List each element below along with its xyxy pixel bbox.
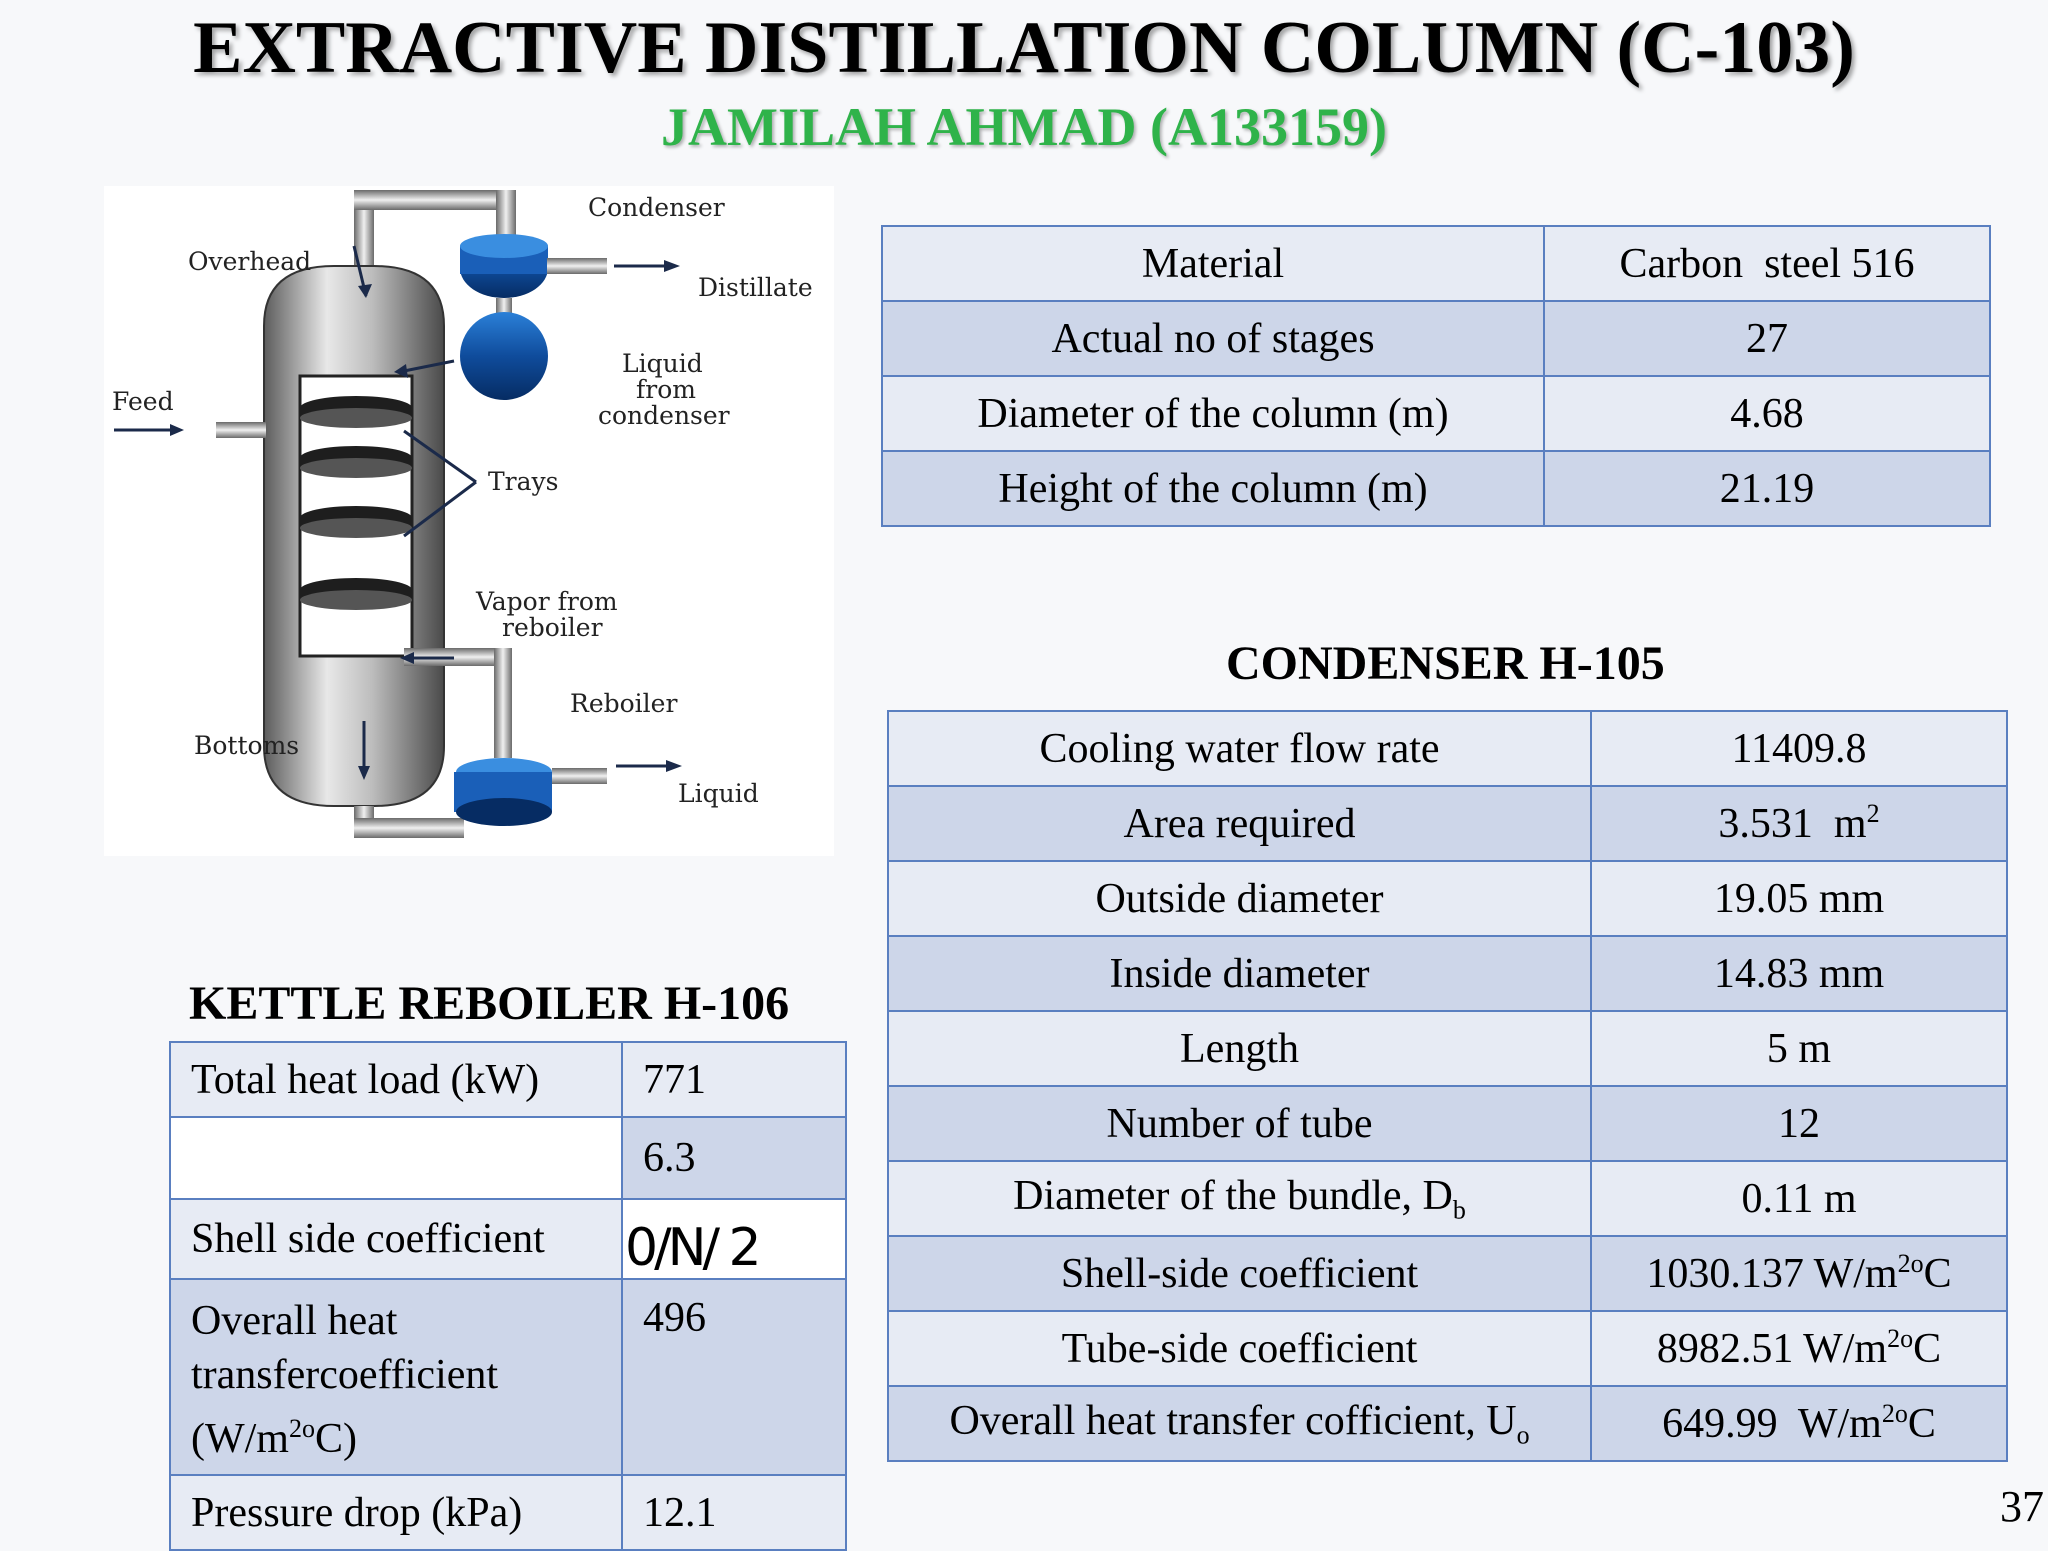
value-pre: 649.99 W/m [1662,1401,1882,1447]
condenser-label: Shell-side coefficient [888,1236,1591,1311]
table-row [882,301,1990,376]
condenser-label [888,1386,1591,1461]
label-feed: Feed [112,387,174,416]
table-row [170,1279,846,1475]
value-post: C [1913,1326,1942,1372]
label-liquid-from-1: Liquid [622,349,703,378]
spec-label: Material [882,226,1544,301]
condenser-value: 19.05 mm [1591,861,2007,936]
table-row [888,711,2007,786]
value-post: C [1907,1401,1936,1447]
reboiler-table [169,1041,847,1551]
label-pre: Overall heat transfercoefficient (W/m [191,1298,499,1462]
table-row [888,1311,2007,1386]
label-liquid-from-2: from [636,375,696,404]
label-sub: b [1452,1195,1466,1225]
condenser-label: Area required [888,786,1591,861]
label-vapor-1: Vapor from [476,587,618,616]
reboiler-label [170,1117,622,1199]
page-number: 37 [2000,1482,2044,1531]
table-row [888,1086,2007,1161]
spec-label: Height of the column (m) [882,451,1544,526]
label-liquid-from-3: condenser [598,401,730,430]
reboiler-heading: KETTLE REBOILER H-106 [189,977,790,1030]
spec-label: Actual no of stages [882,301,1544,376]
author-subtitle: JAMILAH AHMAD (A133159) [661,97,1387,157]
condenser-label: Number of tube [888,1086,1591,1161]
label-text: Overall heat transfer cofficient, U [949,1397,1517,1444]
reboiler-label: Total heat load (kW) [170,1042,622,1117]
value-pre: 1030.137 W/m [1646,1251,1898,1297]
reboiler-value: 771 [622,1042,846,1117]
reboiler-label: Shell side coefficient [170,1199,622,1279]
label-trays: Trays [488,467,559,496]
label-condenser: Condenser [588,193,725,222]
label-post: C) [314,1416,357,1462]
scribble-text: 0/N/ 2 [625,1218,758,1278]
condenser-value: 0.11 m [1591,1161,2007,1236]
feed-pipe [216,422,266,438]
spec-label: Diameter of the column (m) [882,376,1544,451]
table-row [888,1011,2007,1086]
reboiler-label [170,1279,622,1475]
reboiler-label: Pressure drop (kPa) [170,1475,622,1550]
condenser-label [888,1161,1591,1236]
condenser-label: Inside diameter [888,936,1591,1011]
table-row [170,1117,846,1199]
value-sup: 2o [1897,1249,1924,1278]
label-distillate: Distillate [698,273,813,302]
reboiler-drum [456,798,552,826]
spec-value: 27 [1544,301,1990,376]
condenser-heading: CONDENSER H-105 [1226,637,1665,690]
table-row [170,1475,846,1550]
condenser-value [1591,786,2007,861]
condenser-table [887,710,2008,1462]
value-sup: 2o [1881,1399,1908,1428]
spec-value: 4.68 [1544,376,1990,451]
condenser-value: 12 [1591,1086,2007,1161]
condenser-value: 11409.8 [1591,711,2007,786]
condenser-label: Cooling water flow rate [888,711,1591,786]
condenser-label: Outside diameter [888,861,1591,936]
spec-value: 21.19 [1544,451,1990,526]
value-post: C [1923,1251,1952,1297]
condenser-value [1591,1311,2007,1386]
table-row [888,1386,2007,1461]
slide-title: EXTRACTIVE DISTILLATION COLUMN (C-103) [193,7,1855,89]
table-row [170,1042,846,1117]
reboiler-value-scribble [622,1199,846,1279]
condenser-value [1591,1386,2007,1461]
table-row [888,936,2007,1011]
table-row [888,861,2007,936]
label-liquid: Liquid [678,779,759,808]
reboiler-value: 496 [622,1279,846,1475]
condenser-value: 5 m [1591,1011,2007,1086]
table-row [882,451,1990,526]
table-row [888,1236,2007,1311]
reboiler-value: 12.1 [622,1475,846,1550]
column-spec-table [881,225,1991,527]
label-sup: 2o [288,1414,315,1443]
value-sup: 2o [1887,1324,1914,1353]
label-reboiler: Reboiler [570,689,678,718]
condenser-value [1591,1236,2007,1311]
label-sub: o [1516,1420,1530,1450]
table-row [882,376,1990,451]
table-row [882,226,1990,301]
condenser-label: Tube-side coefficient [888,1311,1591,1386]
table-row [888,786,2007,861]
label-vapor-2: reboiler [502,613,603,642]
spec-value: Carbon steel 516 [1544,226,1990,301]
value-sup: 2 [1866,799,1880,828]
value-text: 3.531 m [1718,801,1867,847]
distillation-column-diagram [104,186,834,856]
reboiler-value: 6.3 [622,1117,846,1199]
condenser-label: Length [888,1011,1591,1086]
value-pre: 8982.51 W/m [1656,1326,1888,1372]
label-text: Diameter of the bundle, D [1013,1172,1453,1219]
table-row [170,1199,846,1279]
reflux-drum [460,312,548,400]
condenser-value: 14.83 mm [1591,936,2007,1011]
label-overhead: Overhead [188,247,312,276]
table-row [888,1161,2007,1236]
label-bottoms: Bottoms [194,731,300,760]
